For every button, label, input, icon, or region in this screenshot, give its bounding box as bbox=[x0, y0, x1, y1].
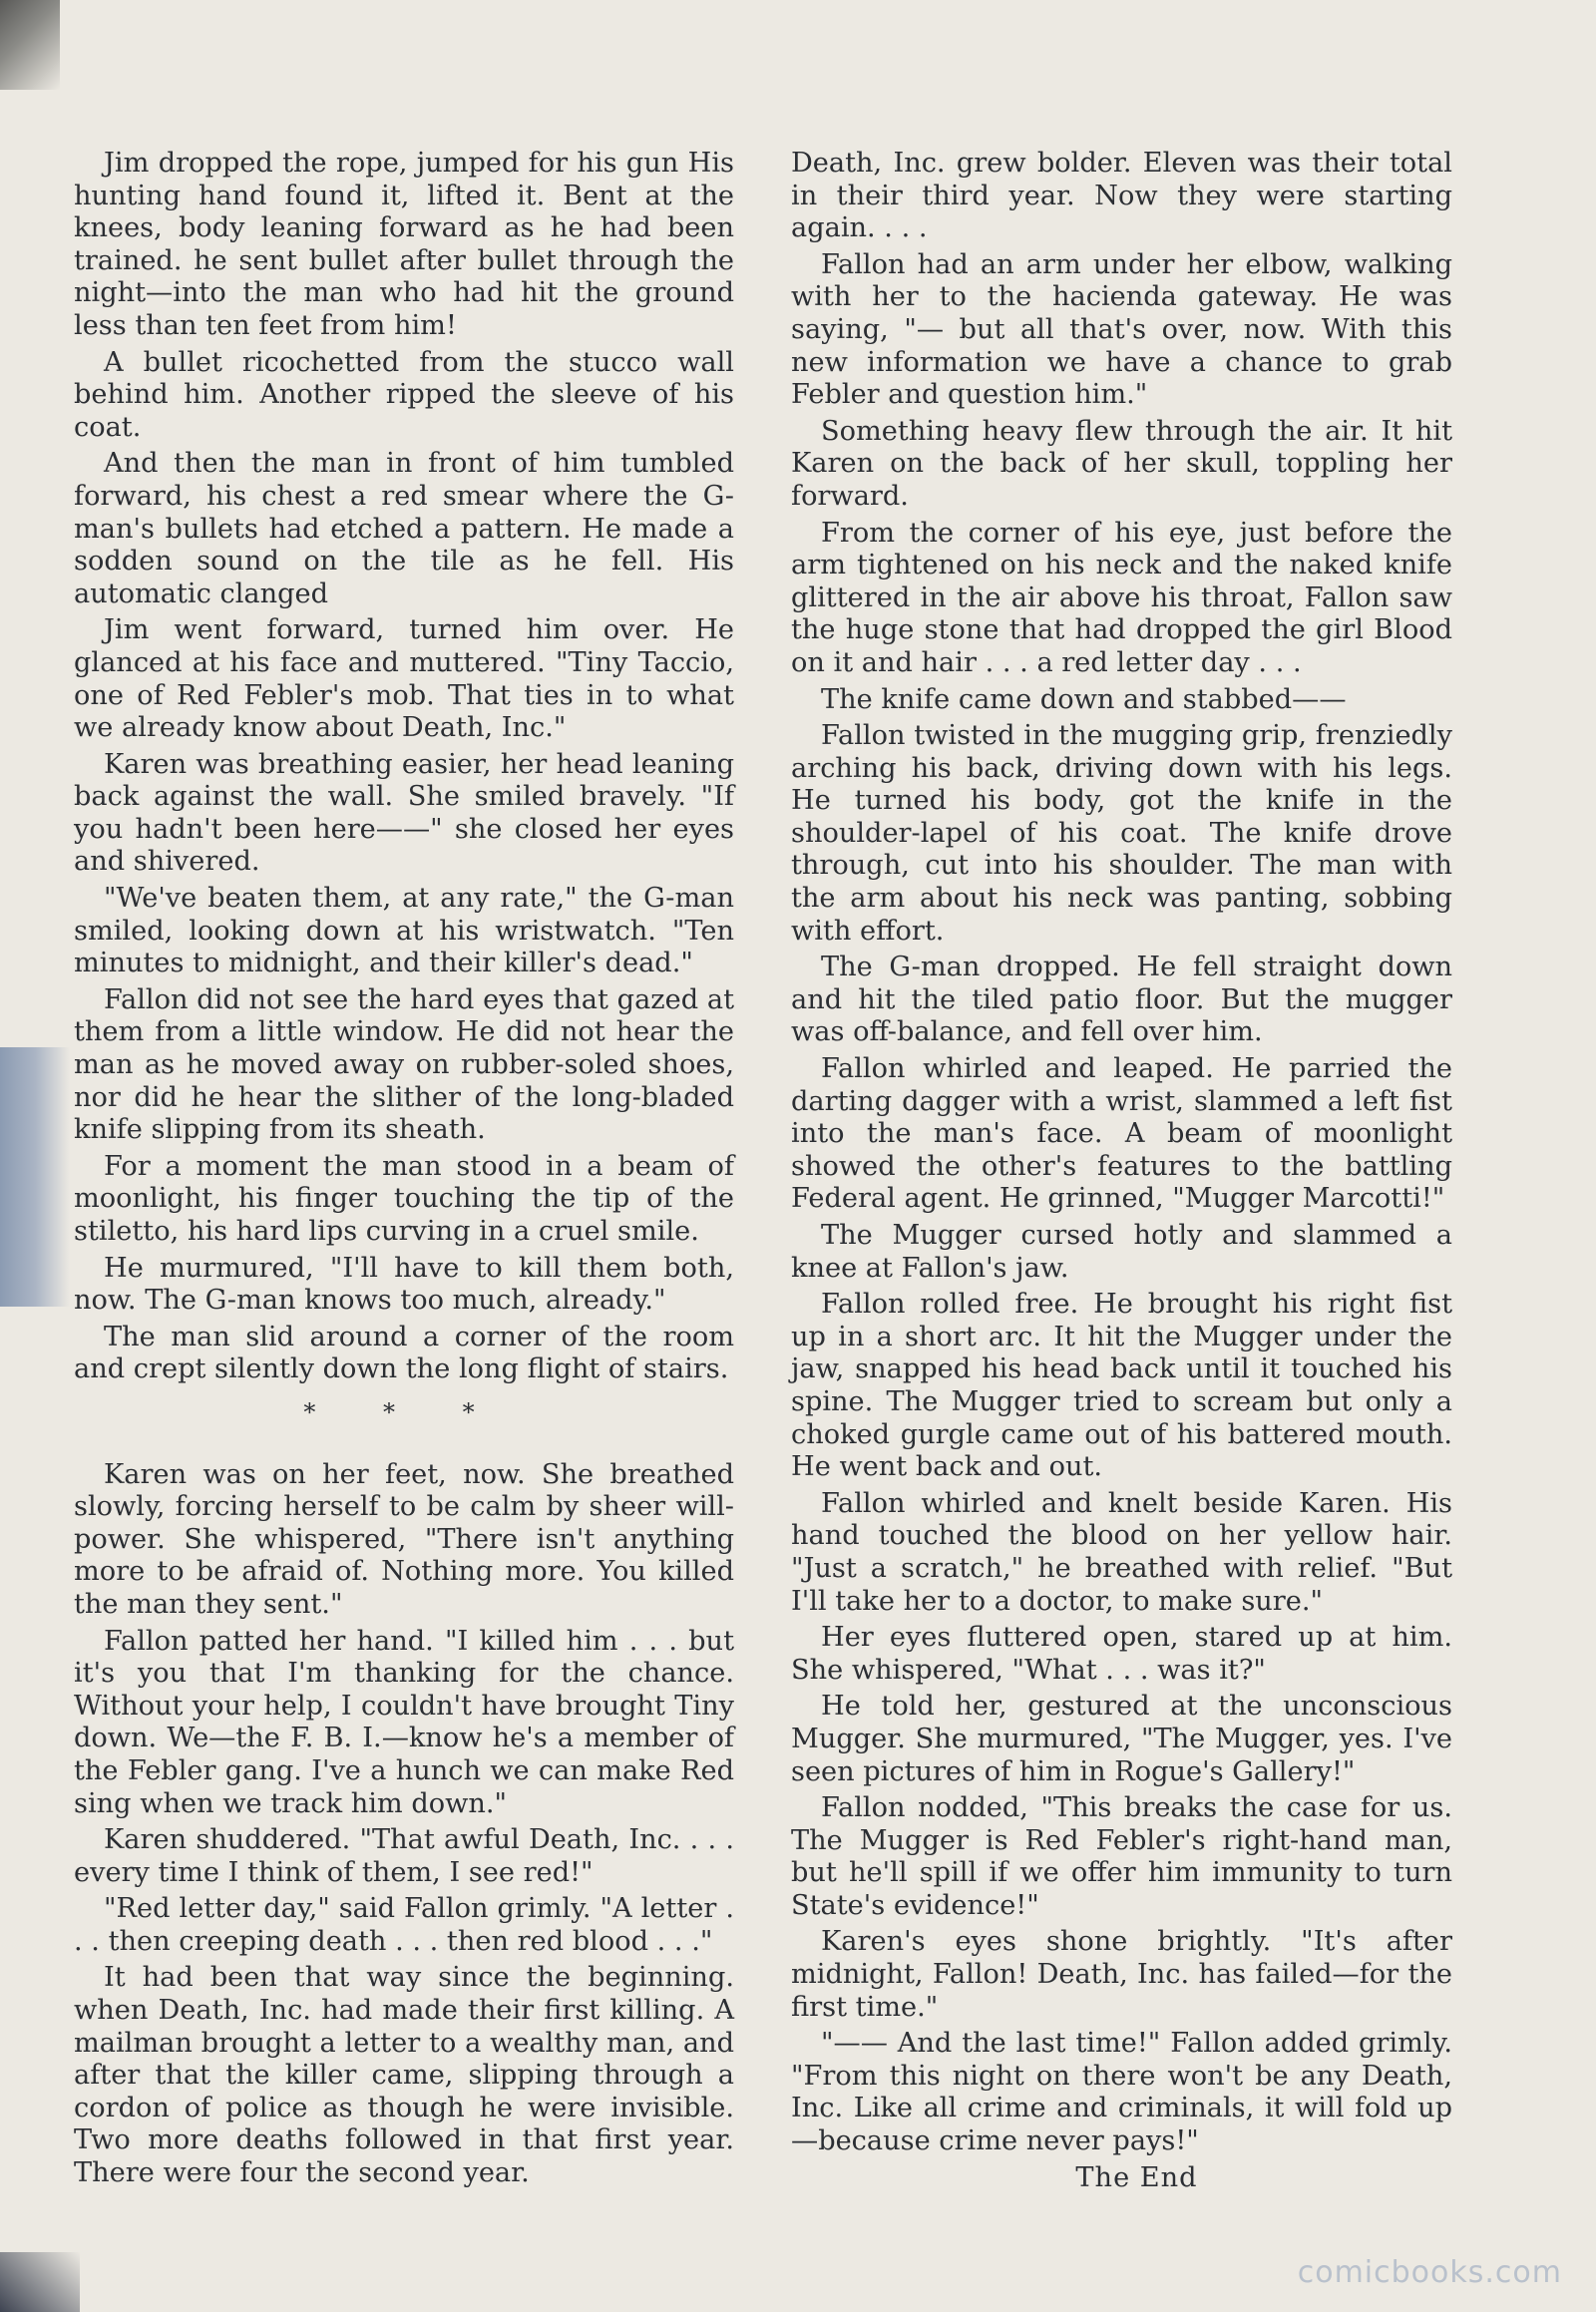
right-text-column bbox=[791, 148, 1452, 2198]
paragraph: And then the man in front of him tumbled forward, his chest a red smear where the G-man's bullets had etched a pattern. He made a sodden sound on the tile as he fell. His automatic clanged bbox=[74, 448, 734, 609]
paragraph: He told her, gestured at the unconscious Mugger. She murmured, "The Mugger, yes. I've seen pictures of him in Rogue's Gallery!" bbox=[791, 1691, 1452, 1787]
paragraph: "Red letter day," said Fallon grimly. "A letter . . . then creeping death . . . then red blood . . ." bbox=[74, 1893, 734, 1957]
left-text-column bbox=[74, 148, 734, 2194]
paragraph: The knife came down and stabbed—— bbox=[821, 683, 1347, 715]
paragraph: Fallon patted her hand. "I killed him . . . but it's you that I'm thanking for the chance. Without your help, I couldn't have brought Tiny down. We—the F. B. I.—know he's a member of the Febler gang. I've a hunch we can make Red sing when we track him down." bbox=[74, 1625, 734, 1819]
paragraph: Fallon nodded, "This breaks the case for us. The Mugger is Red Febler's right-hand man, but he'll spill if we offer him immunity to turn State's evidence!" bbox=[791, 1792, 1452, 1921]
paragraph: He murmured, "I'll have to kill them both, now. The G-man knows too much, already." bbox=[74, 1252, 734, 1317]
paragraph: Fallon rolled free. He brought his right fist up in a short arc. It hit the Mugger under the jaw, snapped his head back until it touched his spine. The Mugger tried to scream but only a choked gurgle came out of his battered mouth. He went back and out. bbox=[791, 1289, 1452, 1483]
paragraph: Karen's eyes shone brightly. "It's after midnight, Fallon! Death, Inc. has failed—for the first time." bbox=[791, 1926, 1452, 2023]
paragraph: The man slid around a corner of the room and crept silently down the long flight of stairs. bbox=[74, 1321, 734, 1385]
page-edge-tear bbox=[0, 1047, 70, 1307]
paragraph: Fallon twisted in the mugging grip, frenziedly arching his back, driving down with his legs. He turned his body, got the knife in the shoulder-lapel of his coat. The knife drove through, cut into his shoulder. The man with the arm about his neck was panting, sobbing with effort. bbox=[791, 720, 1452, 947]
paragraph: Karen shuddered. "That awful Death, Inc. . . . every time I think of them, I see red!" bbox=[74, 1824, 734, 1888]
paragraph: A bullet ricochetted from the stucco wall behind him. Another ripped the sleeve of his coat. bbox=[74, 346, 734, 443]
paragraph: Jim went forward, turned him over. He glanced at his face and muttered. "Tiny Taccio, one of Red Febler's mob. That ties in to what we already know about Death, Inc." bbox=[74, 614, 734, 744]
paragraph: Karen was breathing easier, her head leaning back against the wall. She smiled bravely. "If you hadn't been here——" she closed her eyes and shivered. bbox=[74, 748, 734, 878]
paragraph: It had been that way since the beginning. when Death, Inc. had made their first killing. A mailman brought a letter to a wealthy man, and after that the killer came, slipping through a cordon of police as though he were invisible. Two more deaths followed in that first year. There were four the second year. bbox=[74, 1962, 734, 2189]
paragraph: For a moment the man stood in a beam of moonlight, his finger touching the tip of the stiletto, his hard lips curving in a cruel smile. bbox=[74, 1150, 734, 1247]
paragraph: The Mugger cursed hotly and slammed a knee at Fallon's jaw. bbox=[791, 1220, 1452, 1284]
paragraph: Fallon whirled and leaped. He parried the darting dagger with a wrist, slammed a left fist into the man's face. A beam of moonlight showed the other's features to the battling Federal agent. He grinned, "Mugger Marcotti!" bbox=[791, 1053, 1452, 1215]
paragraph: Something heavy flew through the air. It hit Karen on the back of her skull, toppling her forward. bbox=[791, 415, 1452, 512]
page-corner-stain-bottom bbox=[0, 2252, 80, 2312]
paragraph: From the corner of his eye, just before the arm tightened on his neck and the naked knife glittered in the air above his throat, Fallon saw the huge stone that had dropped the girl Blood on it and hair . . . a red letter day . . . bbox=[791, 517, 1452, 678]
paragraph: Fallon whirled and knelt beside Karen. His hand touched the blood on her yellow hair. "Just a scratch," he breathed with relief. "But I'll take her to a doctor, to make sure." bbox=[791, 1487, 1452, 1617]
paragraph: Fallon had an arm under her elbow, walking with her to the hacienda gateway. He was saying, "— but all that's over, now. With this new information we have a chance to grab Febler and question him." bbox=[791, 248, 1452, 411]
section-separator: * * * bbox=[303, 1397, 505, 1426]
paragraph: "—— And the last time!" Fallon added grimly. "From this night on there won't be any Death, Inc. Like all crime and criminals, it will fold up—because crime never pays!" bbox=[791, 2028, 1452, 2157]
paragraph: Jim dropped the rope, jumped for his gun His hunting hand found it, lifted it. Bent at the knees, body leaning forward as he had been trained. he sent bullet after bullet through the night—into the man who had hit the ground less than ten feet from him! bbox=[74, 148, 734, 341]
the-end-label: The End bbox=[1075, 2161, 1198, 2193]
paragraph: Fallon did not see the hard eyes that gazed at them from a little window. He did not hear the man as he moved away on rubber-soled shoes, nor did he hear the slither of the long-bladed knife slipping from its sheath. bbox=[74, 983, 734, 1146]
paragraph: Karen was on her feet, now. She breathed slowly, forcing herself to be calm by sheer will-power. She whispered, "There isn't anything more to be afraid of. Nothing more. You killed the man they sent." bbox=[74, 1458, 734, 1620]
paragraph: Death, Inc. grew bolder. Eleven was their total in their third year. Now they were starting again. . . . bbox=[791, 148, 1452, 244]
page-corner-stain bbox=[0, 0, 60, 90]
paragraph: "We've beaten them, at any rate," the G-man smiled, looking down at his wristwatch. "Ten minutes to midnight, and their killer's dead." bbox=[74, 883, 734, 979]
site-watermark: comicbooks.com bbox=[1297, 2255, 1562, 2290]
paragraph: Her eyes fluttered open, stared up at him. She whispered, "What . . . was it?" bbox=[791, 1622, 1452, 1686]
paragraph: The G-man dropped. He fell straight down and hit the tiled patio floor. But the mugger was off-balance, and fell over him. bbox=[791, 952, 1452, 1048]
